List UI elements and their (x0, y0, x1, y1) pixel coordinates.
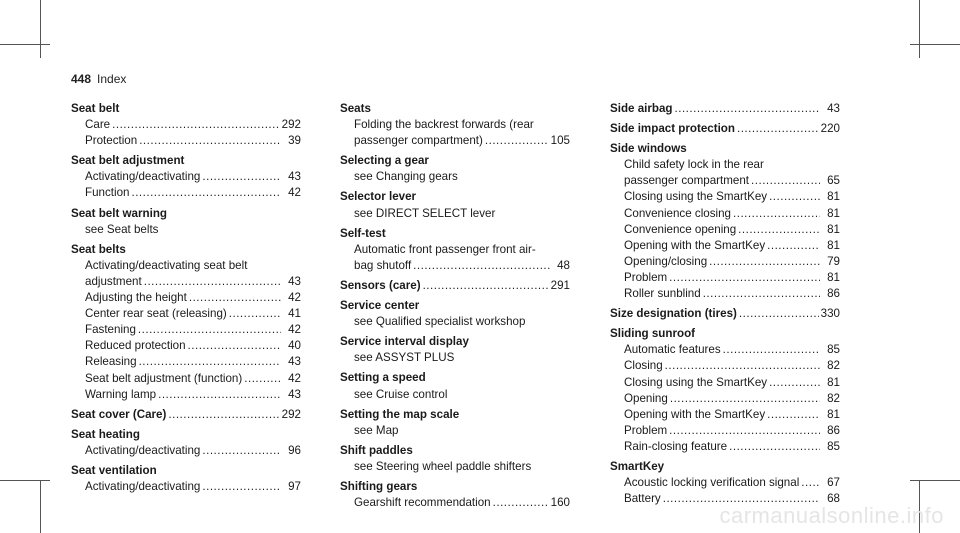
index-subentry (610, 391, 840, 407)
index-cross-reference: see DIRECT SELECT lever (354, 206, 496, 220)
index-subentry (610, 286, 840, 302)
page-ref: 43 (288, 170, 301, 184)
index-subentry (610, 375, 840, 391)
page-ref: 43 (288, 274, 301, 288)
leader-dots (767, 238, 820, 254)
index-keyword: Shift paddles (340, 443, 413, 457)
page-ref: 160 (550, 496, 570, 510)
leader-dots (709, 254, 820, 270)
leader-dots (202, 443, 281, 459)
index-keyword: Sliding sunroof (610, 327, 696, 341)
crop-mark (919, 0, 920, 58)
index-entry (71, 242, 301, 403)
index-subentry (610, 206, 840, 222)
index-entry (340, 153, 570, 185)
entry-text: bag shutoff (354, 258, 412, 272)
leader-dots (670, 391, 820, 407)
index-entry (71, 427, 301, 459)
index-subentry (71, 354, 301, 370)
entry-text: Opening with the SmartKey (624, 407, 766, 421)
entry-text: Side impact protection (610, 122, 735, 136)
index-keyword: Selecting a gear (340, 154, 429, 168)
leader-dots (665, 358, 820, 374)
index-subentry (71, 274, 301, 290)
entry-text: Adjusting the height (85, 291, 187, 305)
entry-text: Automatic features (624, 343, 721, 357)
page-ref: 65 (827, 174, 840, 188)
leader-dots (202, 169, 281, 185)
index-subentry (610, 222, 840, 238)
entry-text: Releasing (85, 355, 137, 369)
leader-dots (723, 342, 820, 358)
index-subentry (610, 238, 840, 254)
page-ref: 81 (827, 270, 840, 284)
index-keyword: Setting a speed (340, 371, 426, 385)
leader-dots (158, 387, 281, 403)
entry-text: Reduced protection (85, 339, 186, 353)
index-entry-keyword (340, 278, 570, 294)
index-subentry (610, 475, 840, 491)
index-keyword: Shifting gears (340, 479, 418, 493)
page-ref: 81 (827, 238, 840, 252)
index-entry (340, 370, 570, 402)
section-title: Index (97, 72, 127, 86)
index-cross-reference: see Map (354, 423, 399, 437)
page-ref: 79 (827, 254, 840, 268)
page-ref: 39 (288, 134, 301, 148)
index-keyword: Self-test (340, 226, 386, 240)
crop-mark (910, 44, 960, 45)
index-keyword: Side windows (610, 142, 687, 156)
crop-mark (910, 480, 960, 481)
leader-dots (738, 222, 820, 238)
watermark: carmanualsonline.info (719, 503, 944, 528)
crop-mark (0, 480, 50, 481)
leader-dots (139, 354, 281, 370)
index-entry (340, 101, 570, 149)
leader-dots (188, 338, 281, 354)
page-ref: 291 (550, 278, 570, 292)
leader-dots (669, 423, 820, 439)
page-ref: 42 (288, 291, 301, 305)
index-subentry (71, 371, 301, 387)
index-entry (340, 443, 570, 475)
page-ref: 42 (288, 323, 301, 337)
index-entry-keyword (610, 306, 840, 322)
leader-dots (202, 479, 281, 495)
leader-dots (244, 371, 281, 387)
entry-text: Center rear seat (releasing) (85, 307, 227, 321)
entry-text: Problem (624, 270, 668, 284)
index-keyword: Seat heating (71, 427, 140, 441)
index-entry (71, 206, 301, 238)
page-ref: 85 (827, 439, 840, 453)
index-subentry (71, 338, 301, 354)
index-keyword: Seat belt warning (71, 206, 167, 220)
index-subentry-line: Child safety lock in the rear (624, 158, 764, 172)
index-keyword: Service center (340, 299, 420, 313)
index-entry (610, 121, 840, 137)
index-entry (610, 141, 840, 302)
leader-dots (737, 121, 819, 137)
leader-dots (189, 290, 281, 306)
index-cross-reference: see Changing gears (354, 170, 458, 184)
leader-dots (139, 133, 281, 149)
leader-dots (413, 258, 550, 274)
leader-dots (729, 439, 820, 455)
entry-text: Seat cover (Care) (71, 407, 167, 421)
entry-text: Function (85, 186, 130, 200)
page-ref: 43 (288, 387, 301, 401)
index-entry (71, 101, 301, 149)
index-entry (610, 326, 840, 455)
index-keyword: Seat ventilation (71, 463, 157, 477)
index-subentry (340, 495, 570, 511)
index-entry-keyword (610, 121, 840, 137)
entry-text: passenger compartment (624, 174, 750, 188)
index-cross-reference: see Cruise control (354, 387, 448, 401)
page-ref: 81 (827, 407, 840, 421)
index-entry (340, 407, 570, 439)
index-subentry (610, 439, 840, 455)
page-ref: 81 (827, 206, 840, 220)
leader-dots (801, 475, 820, 491)
index-subentry (610, 342, 840, 358)
page-header (71, 72, 126, 86)
index-keyword: Seat belts (71, 242, 126, 256)
index-cross-reference: see ASSYST PLUS (354, 351, 455, 365)
index-keyword: Setting the map scale (340, 407, 460, 421)
leader-dots (131, 185, 281, 201)
entry-text: Closing (624, 359, 663, 373)
entry-text: Roller sunblind (624, 287, 701, 301)
entry-text: Size designation (tires) (610, 307, 737, 321)
leader-dots (168, 407, 279, 423)
index-keyword: Seats (340, 102, 371, 115)
leader-dots (485, 133, 549, 149)
index-keyword: Seat belt (71, 102, 120, 115)
entry-text: Battery (624, 492, 661, 506)
leader-dots (703, 286, 820, 302)
index-subentry (71, 322, 301, 338)
index-subentry (71, 133, 301, 149)
page-ref: 40 (288, 339, 301, 353)
page-ref: 81 (827, 190, 840, 204)
leader-dots (733, 206, 820, 222)
index-entry (610, 306, 840, 322)
page-ref: 82 (827, 391, 840, 405)
index-entry (340, 298, 570, 330)
entry-text: Side airbag (610, 102, 673, 115)
entry-text: Convenience opening (624, 222, 737, 236)
index-column-2 (340, 101, 570, 515)
index-subentry (71, 443, 301, 459)
entry-text: Opening with the SmartKey (624, 238, 766, 252)
page-ref: 43 (827, 102, 840, 115)
entry-text: Problem (624, 423, 668, 437)
index-entry (340, 278, 570, 294)
entry-text: Acoustic locking verification signal (624, 476, 800, 490)
index-cross-reference: see Seat belts (85, 222, 159, 236)
page-ref: 330 (820, 307, 840, 321)
index-subentry (340, 133, 570, 149)
page-ref: 292 (281, 407, 301, 421)
page-ref: 97 (288, 480, 301, 494)
index-subentry-line: Activating/deactivating seat belt (85, 258, 248, 272)
entry-text: Protection (85, 134, 138, 148)
entry-text: passenger compartment) (354, 134, 483, 148)
page-ref: 41 (288, 307, 301, 321)
leader-dots (112, 117, 280, 133)
crop-mark (40, 480, 41, 533)
index-subentry (71, 117, 301, 133)
index-entry (340, 334, 570, 366)
page-ref: 68 (827, 492, 840, 506)
leader-dots (767, 407, 820, 423)
entry-text: Opening (624, 391, 668, 405)
index-subentry (610, 407, 840, 423)
index-subentry (340, 258, 570, 274)
index-subentry (610, 423, 840, 439)
index-subentry (610, 189, 840, 205)
page-ref: 42 (288, 371, 301, 385)
index-subentry (71, 290, 301, 306)
index-column-1 (71, 101, 301, 499)
index-entry-keyword (610, 101, 840, 117)
entry-text: Closing using the SmartKey (624, 190, 768, 204)
index-entry (340, 189, 570, 221)
index-subentry (71, 169, 301, 185)
index-cross-reference: see Steering wheel paddle shifters (354, 459, 532, 473)
page-ref: 96 (288, 443, 301, 457)
leader-dots (144, 274, 281, 290)
leader-dots (423, 278, 549, 294)
index-entry (71, 153, 301, 201)
index-subentry (71, 479, 301, 495)
index-subentry (610, 173, 840, 189)
index-entry (340, 479, 570, 511)
entry-text: Fastening (85, 323, 136, 337)
entry-text: Seat belt adjustment (function) (85, 371, 243, 385)
index-subentry-line: Automatic front passenger front air- (354, 242, 536, 256)
page-ref: 86 (827, 287, 840, 301)
index-keyword: Selector lever (340, 190, 417, 204)
leader-dots (751, 173, 820, 189)
leader-dots (669, 270, 820, 286)
page-ref: 105 (550, 134, 570, 148)
index-entry (71, 463, 301, 495)
leader-dots (769, 189, 820, 205)
index-subentry (71, 306, 301, 322)
leader-dots (229, 306, 281, 322)
page-ref: 48 (557, 258, 570, 272)
entry-text: Warning lamp (85, 387, 157, 401)
leader-dots (739, 306, 819, 322)
leader-dots (493, 495, 549, 511)
entry-text: Closing using the SmartKey (624, 375, 768, 389)
page-ref: 292 (281, 118, 301, 132)
page-ref: 82 (827, 359, 840, 373)
entry-text: Rain-closing feature (624, 439, 728, 453)
page-ref: 81 (827, 222, 840, 236)
leader-dots (138, 322, 281, 338)
index-keyword: Seat belt adjustment (71, 154, 185, 168)
index-keyword: Service interval display (340, 335, 469, 349)
entry-text: Gearshift recommendation (354, 496, 491, 510)
entry-text: adjustment (85, 274, 142, 288)
page-number: 448 (71, 72, 92, 86)
index-cross-reference: see Qualified specialist workshop (354, 315, 526, 329)
entry-text: Activating/deactivating (85, 170, 201, 184)
leader-dots (675, 101, 821, 117)
index-subentry (71, 185, 301, 201)
index-entry (610, 459, 840, 507)
leader-dots (769, 375, 820, 391)
page-ref: 86 (827, 423, 840, 437)
page-ref: 42 (288, 186, 301, 200)
index-subentry (610, 270, 840, 286)
index-subentry (71, 387, 301, 403)
entry-text: Care (85, 118, 111, 132)
index-column-3 (610, 101, 840, 511)
index-keyword: SmartKey (610, 459, 665, 473)
index-subentry (610, 254, 840, 270)
index-subentry (610, 358, 840, 374)
page-ref: 43 (288, 355, 301, 369)
entry-text: Activating/deactivating (85, 480, 201, 494)
entry-text: Sensors (care) (340, 278, 421, 292)
entry-text: Opening/closing (624, 254, 708, 268)
page-ref: 220 (820, 122, 840, 136)
index-entry (340, 226, 570, 274)
entry-text: Convenience closing (624, 206, 731, 220)
entry-text: Activating/deactivating (85, 443, 201, 457)
index-entry (610, 101, 840, 117)
index-subentry-line: Folding the backrest forwards (rear (354, 118, 534, 132)
crop-mark (40, 0, 41, 58)
page-ref: 67 (827, 476, 840, 490)
page-ref: 81 (827, 375, 840, 389)
page-ref: 85 (827, 343, 840, 357)
crop-mark (0, 44, 50, 45)
index-entry-keyword (71, 407, 301, 423)
index-entry (71, 407, 301, 423)
